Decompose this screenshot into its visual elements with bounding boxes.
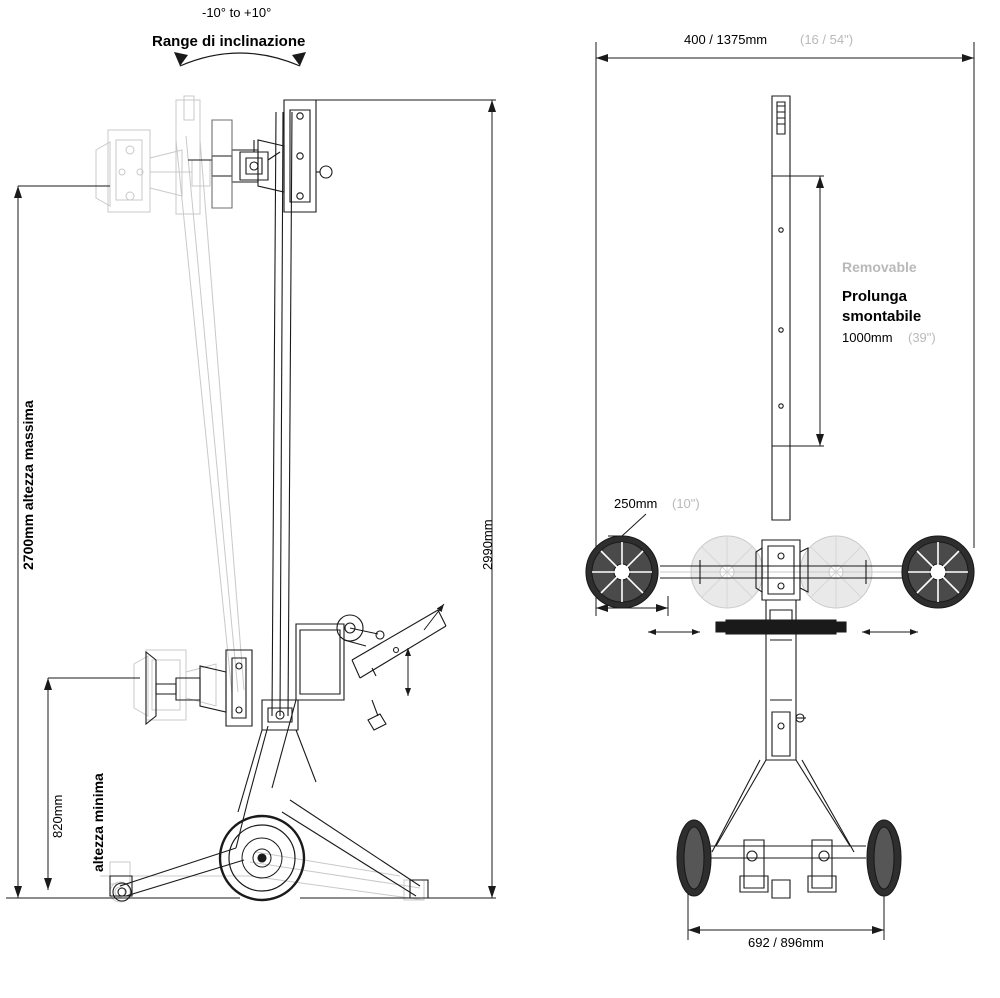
- min-height-value: 820mm: [50, 794, 65, 838]
- top-width-value-imperial: (16 / 54"): [800, 32, 854, 47]
- extension-length-value: 1000mm: [842, 330, 893, 345]
- overall-height-value: 2990mm: [480, 519, 495, 570]
- extension-label-it-line2: smontabile: [842, 308, 922, 325]
- extension-label-en: Removable: [842, 259, 917, 275]
- max-height-label: 2700mm altezza massima: [20, 400, 36, 570]
- base-width-value: 692 / 896mm: [748, 935, 824, 950]
- top-width-value: 400 / 1375mm: [684, 32, 768, 47]
- wheel-dimension-value: 250mm: [614, 496, 658, 511]
- tilt-range-value: -10° to +10°: [202, 5, 272, 20]
- extension-label-it-line1: Prolunga: [842, 288, 908, 305]
- tilt-range-label: Range di inclinazione: [152, 33, 306, 50]
- extension-length-imperial: (39"): [908, 330, 936, 345]
- wheel-dimension-imperial: (10"): [672, 496, 700, 511]
- min-height-label: altezza minima: [90, 773, 106, 872]
